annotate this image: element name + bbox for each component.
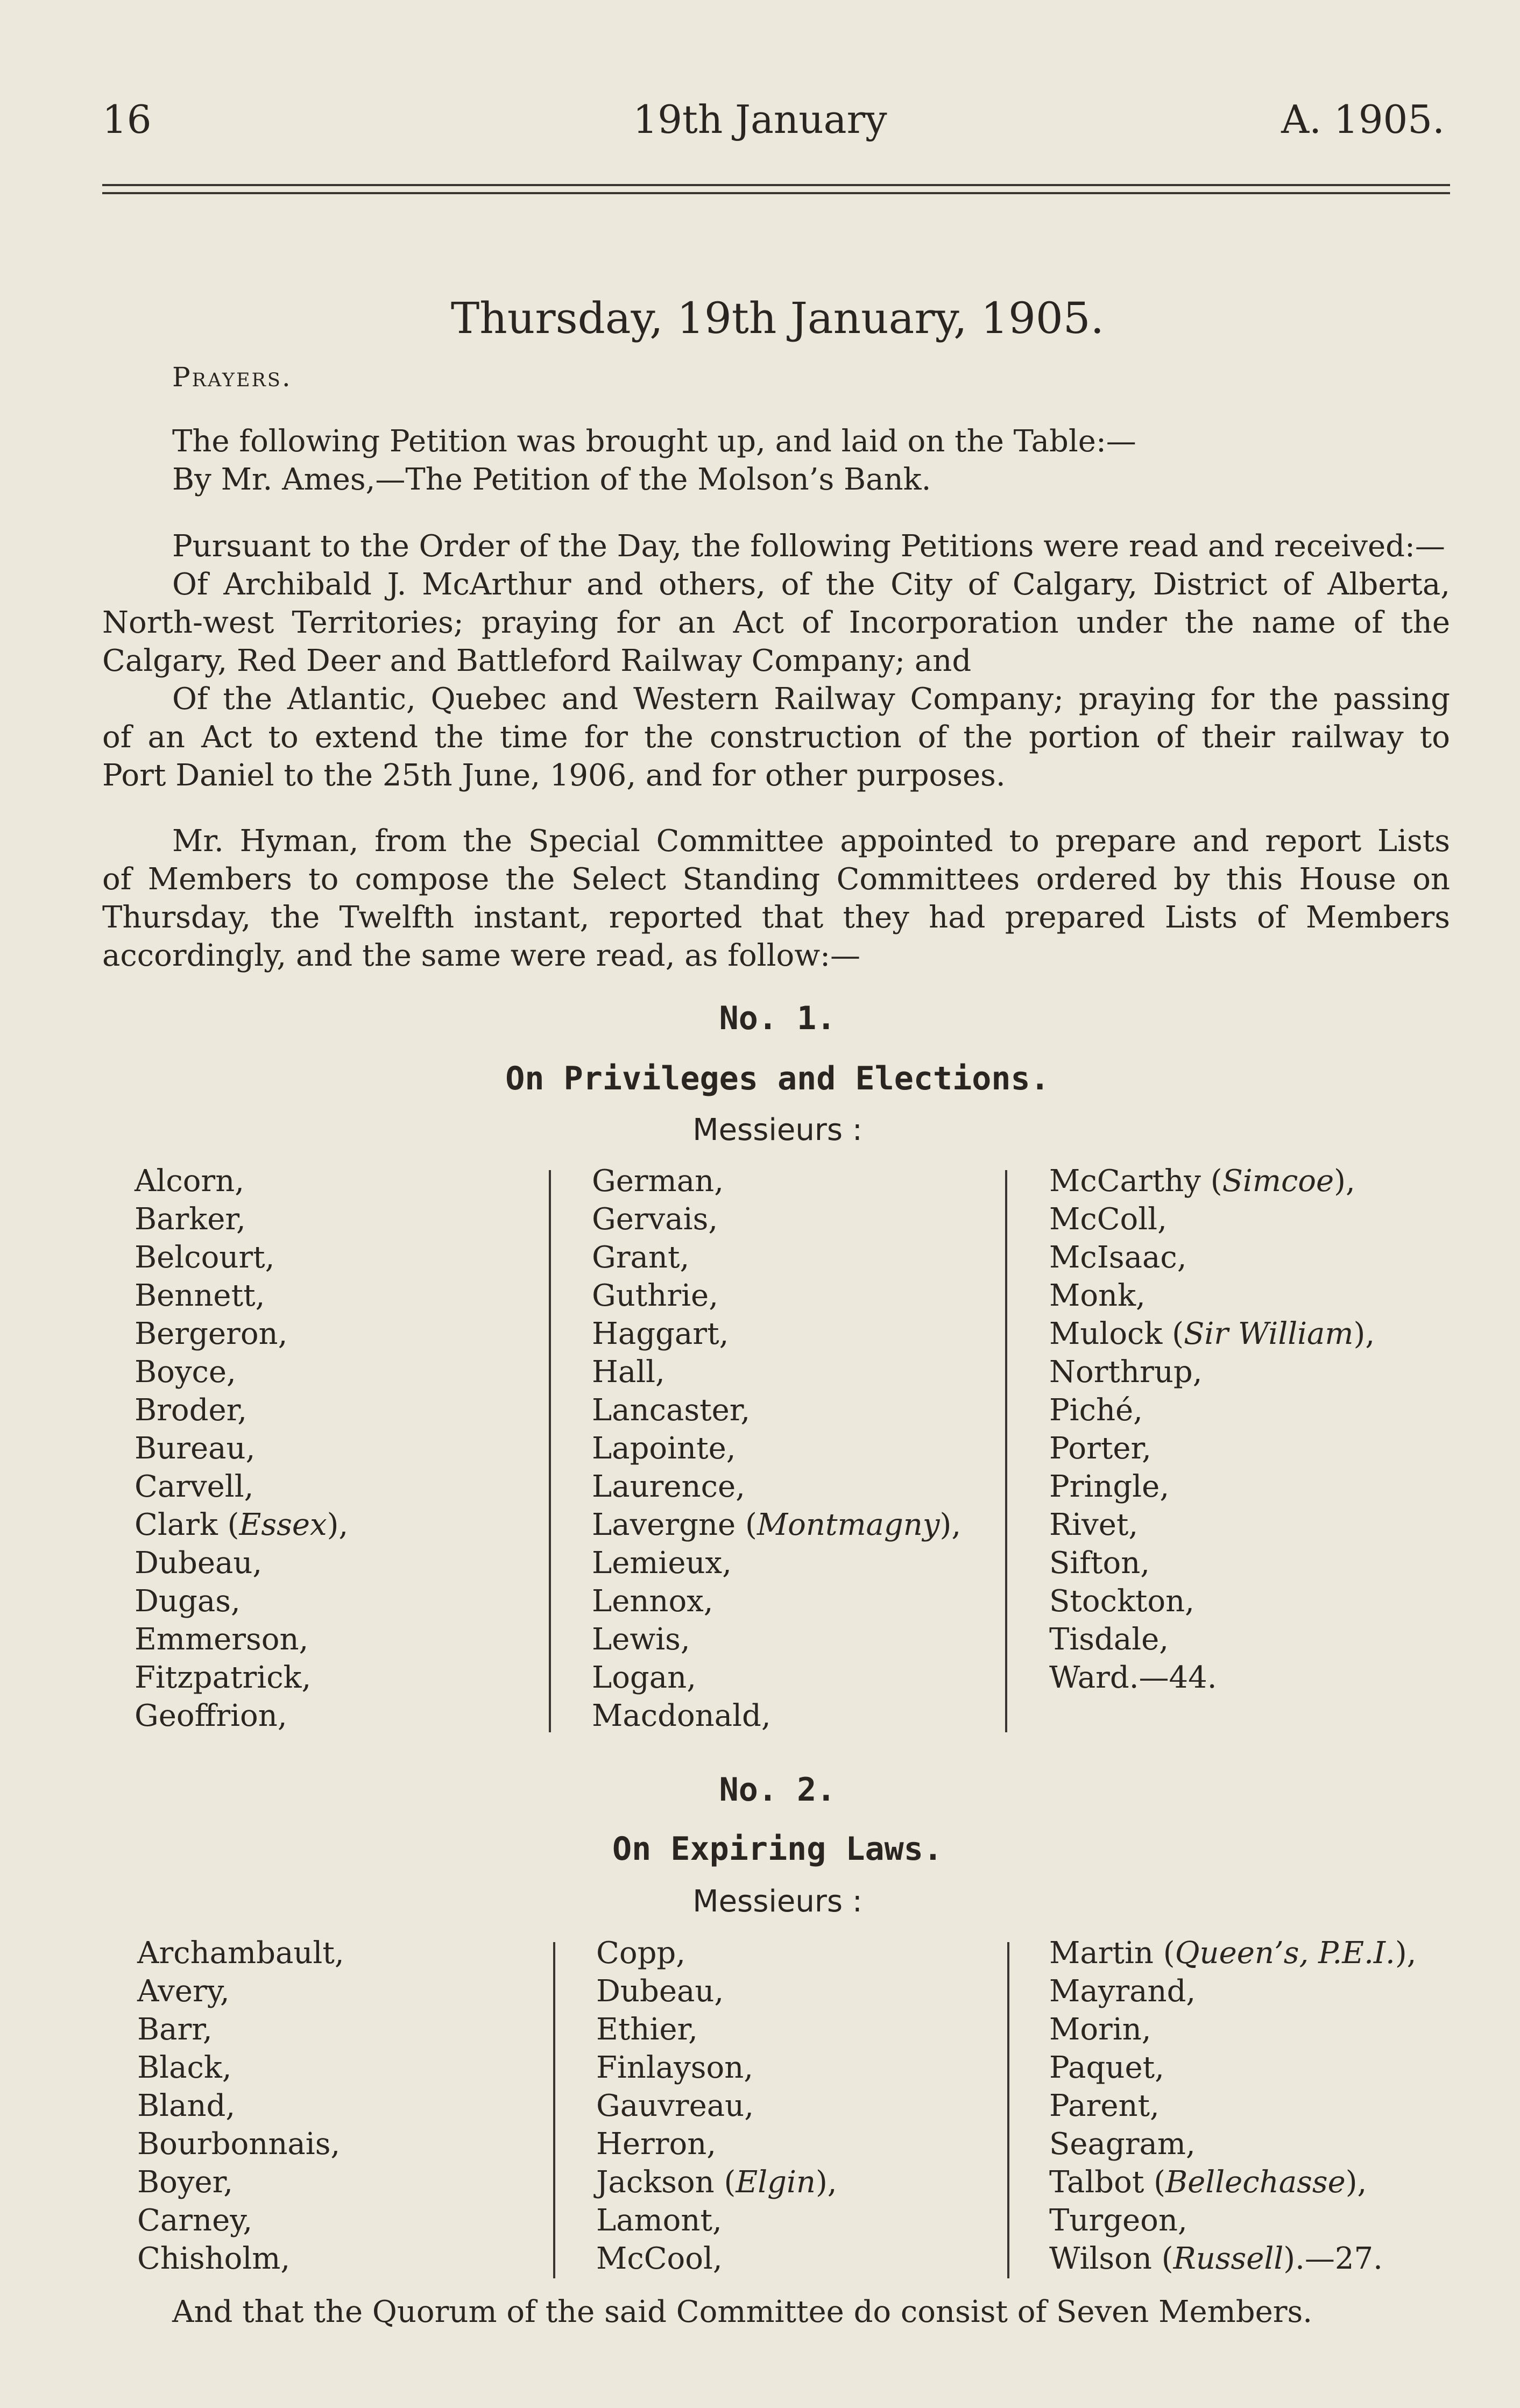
- committee-2-title: On Expiring Laws.: [612, 1830, 943, 1868]
- member-name: Piché,: [1049, 1393, 1143, 1428]
- member-name: Archambault,: [137, 1936, 344, 1971]
- text-line: By Mr. Ames,—The Petition of the Molson’s Bank.: [172, 462, 931, 497]
- member-name: Alcorn,: [135, 1164, 245, 1199]
- member-name: Lewis,: [592, 1622, 690, 1657]
- quorum-line: And that the Quorum of the said Committee do consist of Seven Members.: [172, 2294, 1313, 2329]
- member-name: Turgeon,: [1049, 2203, 1187, 2238]
- member-name: Logan,: [592, 1660, 697, 1695]
- member-name: Avery,: [137, 1974, 230, 2009]
- member-name: Guthrie,: [592, 1278, 718, 1313]
- member-name: Fitzpatrick,: [135, 1660, 312, 1695]
- committee-1-number: No. 1.: [719, 1000, 836, 1037]
- committee-2-column-1: [137, 1934, 344, 2278]
- petition-paragraph: [102, 422, 1450, 499]
- member-name: Ward.—44.: [1049, 1660, 1217, 1695]
- member-name: Wilson (Russell).—27.: [1049, 2241, 1383, 2276]
- session-year: A. 1905.: [1281, 97, 1445, 142]
- member-name: Belcourt,: [135, 1240, 275, 1275]
- member-name: Mayrand,: [1049, 1974, 1196, 2009]
- member-name: Clark (Essex),: [135, 1507, 349, 1542]
- header-rule-bottom: [102, 192, 1450, 194]
- member-name: Sifton,: [1049, 1546, 1150, 1581]
- committee-2-column-3: [1049, 1934, 1416, 2278]
- text-line: Of Archibald J. McArthur and others, of the City of Calgary, District of Alberta,: [172, 567, 1450, 602]
- member-name: Bourbonnais,: [137, 2127, 341, 2162]
- member-name: McColl,: [1049, 1202, 1167, 1237]
- member-name: Talbot (Bellechasse),: [1049, 2165, 1367, 2200]
- committee-1-column-1: [135, 1162, 348, 1735]
- member-name: Haggart,: [592, 1316, 729, 1351]
- running-head: 19th January: [633, 97, 887, 142]
- pursuant-paragraph: [102, 527, 1450, 795]
- member-name: Dubeau,: [135, 1546, 263, 1581]
- member-name: Ethier,: [596, 2012, 698, 2047]
- member-name: Bland,: [137, 2088, 236, 2123]
- header-rule-top: [102, 184, 1450, 186]
- member-name: Morin,: [1049, 2012, 1151, 2047]
- page-number: 16: [102, 97, 152, 142]
- member-name: Broder,: [135, 1393, 248, 1428]
- member-name: Herron,: [596, 2127, 717, 2162]
- member-name: Boyce,: [135, 1355, 236, 1390]
- text-line: Pursuant to the Order of the Day, the following Petitions were read and received:—: [172, 529, 1445, 564]
- committee-1-column-2: [592, 1162, 961, 1735]
- member-name: Mulock (Sir William),: [1049, 1316, 1375, 1351]
- member-name: Gauvreau,: [596, 2088, 754, 2123]
- member-name: Jackson (Elgin),: [596, 2165, 837, 2200]
- text-line: accordingly, and the same were read, as follow:—: [102, 938, 860, 973]
- member-name: Hall,: [592, 1355, 665, 1390]
- member-name: Gervais,: [592, 1202, 718, 1237]
- member-name: Chisholm,: [137, 2241, 291, 2276]
- member-name: Lamont,: [596, 2203, 722, 2238]
- member-name: German,: [592, 1164, 724, 1199]
- member-name: Lancaster,: [592, 1393, 751, 1428]
- member-name: Boyer,: [137, 2165, 234, 2200]
- member-name: Porter,: [1049, 1431, 1151, 1466]
- committee-2-messieurs: Messieurs :: [692, 1884, 862, 1919]
- member-name: Tisdale,: [1049, 1622, 1169, 1657]
- committee-1-column-3: [1049, 1162, 1375, 1697]
- text-line: Of the Atlantic, Quebec and Western Railway Company; praying for the passing: [172, 682, 1450, 717]
- member-name: Finlayson,: [596, 2050, 754, 2085]
- text-line: The following Petition was brought up, and laid on the Table:—: [172, 424, 1136, 459]
- member-name: Grant,: [592, 1240, 690, 1275]
- committee-1-messieurs: Messieurs :: [692, 1113, 862, 1148]
- member-name: Rivet,: [1049, 1507, 1139, 1542]
- member-name: Black,: [137, 2050, 232, 2085]
- member-name: McIsaac,: [1049, 1240, 1187, 1275]
- member-name: Dugas,: [135, 1584, 241, 1619]
- committee-1-title: On Privileges and Elections.: [505, 1060, 1050, 1097]
- member-name: Dubeau,: [596, 1974, 724, 2009]
- column-divider: [549, 1170, 551, 1732]
- member-name: McCarthy (Simcoe),: [1049, 1164, 1355, 1199]
- hyman-paragraph: [102, 822, 1450, 975]
- committee-2-column-2: [596, 1934, 837, 2278]
- member-name: Paquet,: [1049, 2050, 1164, 2085]
- prayers-heading: Prayers.: [172, 362, 292, 393]
- member-name: Bergeron,: [135, 1316, 288, 1351]
- member-name: Laurence,: [592, 1469, 745, 1504]
- text-line: Port Daniel to the 25th June, 1906, and for other purposes.: [102, 758, 1006, 793]
- member-name: Martin (Queen’s, P.E.I.),: [1049, 1936, 1417, 1971]
- member-name: Bureau,: [135, 1431, 256, 1466]
- member-name: Seagram,: [1049, 2127, 1196, 2162]
- text-line: of an Act to extend the time for the construction of the portion of their railway to: [102, 720, 1450, 755]
- member-name: Lapointe,: [592, 1431, 736, 1466]
- member-name: Carney,: [137, 2203, 253, 2238]
- text-line: Thursday, the Twelfth instant, reported that they had prepared Lists of Members: [102, 900, 1450, 935]
- member-name: Macdonald,: [592, 1698, 771, 1733]
- member-name: Bennett,: [135, 1278, 265, 1313]
- member-name: Copp,: [596, 1936, 686, 1971]
- column-divider: [1007, 1942, 1009, 2278]
- member-name: Lavergne (Montmagny),: [592, 1507, 962, 1542]
- page-title: Thursday, 19th January, 1905.: [450, 293, 1105, 343]
- text-line: North-west Territories; praying for an Act of Incorporation under the name of the: [102, 605, 1450, 640]
- member-name: McCool,: [596, 2241, 723, 2276]
- member-name: Geoffrion,: [135, 1698, 287, 1733]
- text-line: Mr. Hyman, from the Special Committee appointed to prepare and report Lists: [172, 824, 1450, 859]
- member-name: Parent,: [1049, 2088, 1160, 2123]
- column-divider: [1005, 1170, 1007, 1732]
- committee-2-number: No. 2.: [719, 1771, 836, 1809]
- member-name: Emmerson,: [135, 1622, 309, 1657]
- member-name: Lemieux,: [592, 1546, 732, 1581]
- member-name: Barr,: [137, 2012, 213, 2047]
- member-name: Stockton,: [1049, 1584, 1194, 1619]
- member-name: Lennox,: [592, 1584, 713, 1619]
- text-line: Calgary, Red Deer and Battleford Railway Company; and: [102, 643, 972, 678]
- member-name: Carvell,: [135, 1469, 254, 1504]
- member-name: Barker,: [135, 1202, 246, 1237]
- member-name: Monk,: [1049, 1278, 1146, 1313]
- member-name: Pringle,: [1049, 1469, 1170, 1504]
- column-divider: [553, 1942, 555, 2278]
- text-line: of Members to compose the Select Standing Committees ordered by this House on: [102, 862, 1450, 897]
- member-name: Northrup,: [1049, 1355, 1203, 1390]
